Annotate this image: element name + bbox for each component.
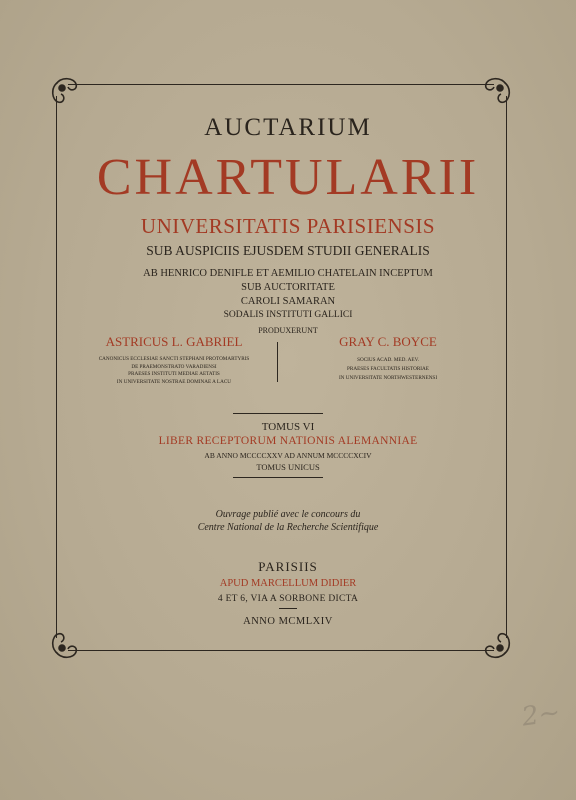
label-produxerunt: PRODUXERUNT <box>258 326 318 335</box>
corner-ornament-icon <box>478 626 514 662</box>
line-sub-auctoritate: SUB AUCTORITATE <box>241 282 335 293</box>
concours-line-2: Centre National de la Recherche Scientifique <box>197 522 379 533</box>
title-chartularii: CHARTULARII <box>96 149 480 206</box>
line-inceptum: AB HENRICO DENIFLE ET AEMILIO CHATELAIN INCEPTUM <box>143 268 433 279</box>
imprint-address: 4 ET 6, VIA A SORBONE DICTA <box>217 594 359 604</box>
imprint-year: ANNO MCMLXIV <box>243 616 333 627</box>
right-editor <box>288 334 488 383</box>
concours-line-1: Ouvrage publié avec le concours du <box>215 509 361 520</box>
subtitle-universitatis: UNIVERSITATIS PARISIENSIS <box>140 214 436 238</box>
corner-ornament-icon <box>48 626 84 662</box>
right-editor-line: IN UNIVERSITATE NORTHWESTERNENSI <box>338 375 438 381</box>
line-samaran: CAROLI SAMARAN <box>240 296 336 307</box>
line-auspiciis: SUB AUSPICIIS EJUSDEM STUDII GENERALIS <box>146 243 430 258</box>
left-editor-line: IN UNIVERSITATE NOSTRAE DOMINAE A LACU <box>116 378 232 385</box>
tomus-number: TOMUS VI <box>261 421 315 433</box>
imprint-publisher: APUD MARCELLUM DIDIER <box>219 578 357 589</box>
title-auctarium: AUCTARIUM <box>204 114 372 141</box>
left-editor-line: DE PRAEMONSTRATO VARADIENSI <box>131 363 217 370</box>
liber-title: LIBER RECEPTORUM NATIONIS ALEMANNIAE <box>158 435 418 447</box>
pencil-mark: 2~ <box>520 697 563 733</box>
rule-above-tomus <box>233 413 323 414</box>
frame-bottom-rule <box>68 650 494 651</box>
rule-short <box>279 608 297 609</box>
tomus-unicus: TOMUS UNICUS <box>256 462 320 472</box>
left-editor-line: PRAESES INSTITUTI MEDIAE AETATIS <box>128 371 220 378</box>
left-editor-line: CANONICUS ECCLESIAE SANCTI STEPHANI PROTOMARTYRIS <box>98 356 250 362</box>
left-editor <box>76 334 272 386</box>
corner-ornament-icon <box>478 74 514 110</box>
rule-below-tomus <box>233 477 323 478</box>
imprint-place: PARISIIS <box>258 559 318 574</box>
line-sodalis: SODALIS INSTITUTI GALLICI <box>223 310 353 320</box>
right-editor-name: GRAY C. BOYCE <box>339 334 437 349</box>
editors-divider <box>277 342 278 382</box>
frame-top-rule <box>68 84 494 85</box>
right-editor-line: PRAESES FACULTATIS HISTORIAE <box>347 366 429 372</box>
date-range: AB ANNO MCCCCXXV AD ANNUM MCCCCXCIV <box>204 451 372 460</box>
left-editor-name: ASTRICUS L. GABRIEL <box>105 334 243 349</box>
corner-ornament-icon <box>48 74 84 110</box>
right-editor-line: SOCIUS ACAD. MED. AEV. <box>357 357 419 363</box>
